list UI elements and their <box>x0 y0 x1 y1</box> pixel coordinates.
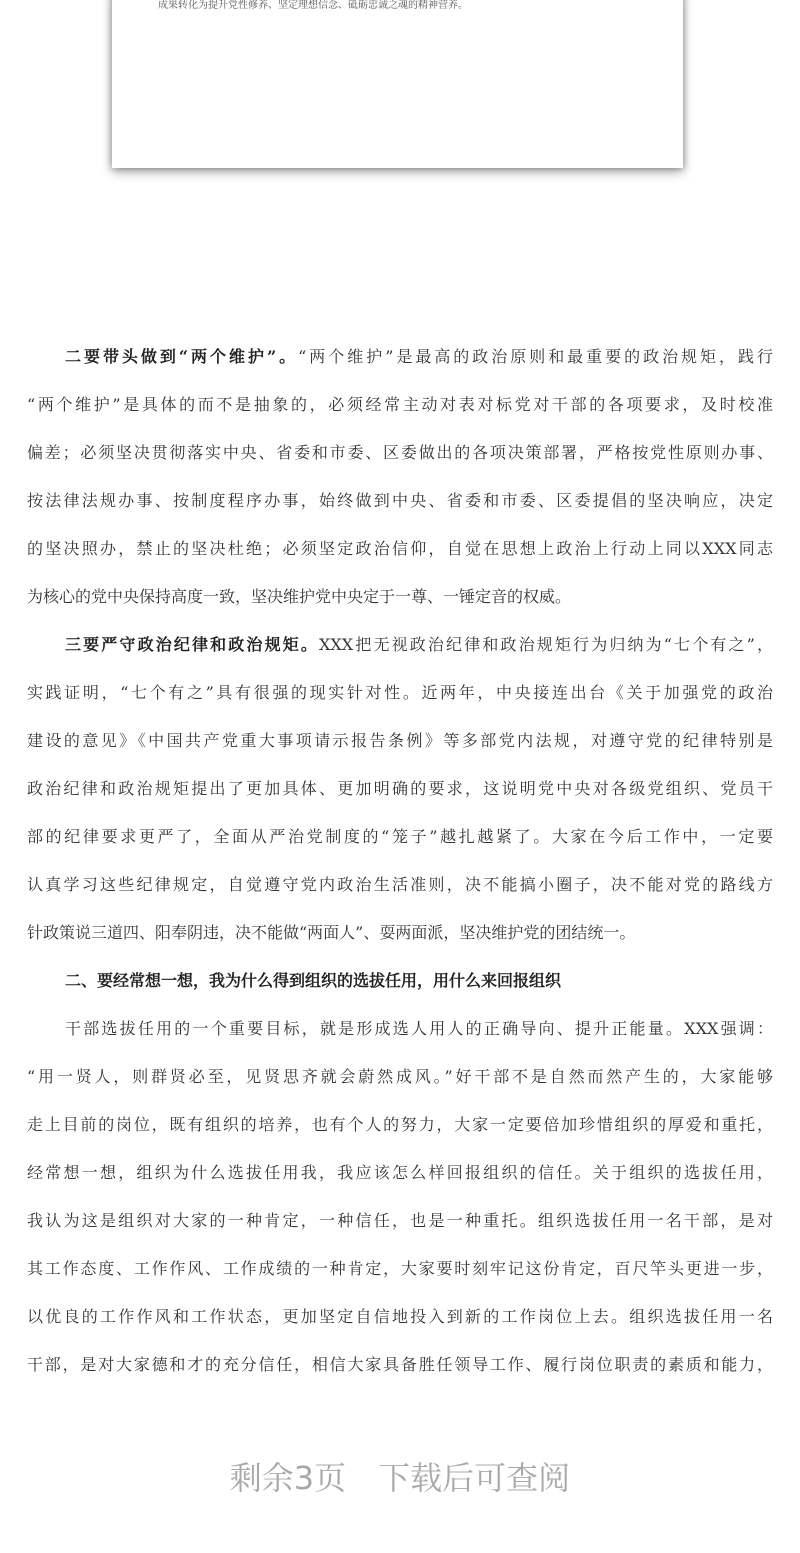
download-prompt[interactable] <box>0 1453 800 1499</box>
text: “两个维护”是最高的政治原则和最重要的政治规矩，践行 <box>298 347 773 366</box>
paragraph-line: 认真学习这些纪律规定，自觉遵守党内政治生活准则，决不能搞小圈子，决不能对党的路线方 <box>27 875 773 894</box>
document-body <box>27 340 773 1396</box>
paragraph-line: 为核心的党中央保持高度一致，坚决维护党中央定于一尊、一锤定音的权威。 <box>27 587 572 606</box>
paragraph-line: 的坚决照办，禁止的坚决杜绝；必须坚定政治信仰，自觉在思想上政治上行动上同以XXX同志 <box>27 539 773 558</box>
text: XXX把无视政治纪律和政治规矩行为归纳为“七个有之”， <box>319 635 773 654</box>
paragraph-line: 针政策说三道四、阳奉阴违，决不能做“两面人”、耍两面派，坚决维护党的团结统一。 <box>27 923 636 942</box>
paragraph-line: 以优良的工作作风和工作状态，更加坚定自信地投入到新的工作岗位上去。组织选拔任用一名 <box>27 1307 773 1326</box>
paragraph-line: 部的纪律要求更严了，全面从严治党制度的“笼子”越扎越紧了。大家在今后工作中，一定要 <box>27 827 773 846</box>
paragraph-line: 走上目前的岗位，既有组织的培养，也有个人的努力，大家一定要倍加珍惜组织的厚爱和重托， <box>27 1115 773 1134</box>
paragraph-line: 按法律法规办事、按制度程序办事，始终做到中央、省委和市委、区委提倡的坚决响应，决定 <box>27 491 773 510</box>
paragraph-line: 其工作态度、工作作风、工作成绩的一种肯定，大家要时刻牢记这份肯定，百尺竿头更进一步， <box>27 1259 773 1278</box>
paragraph-line: 建设的意见》《中国共产党重大事项请示报告条例》等多部党内法规，对遵守党的纪律特别是 <box>27 731 773 750</box>
paragraph-line: 政治纪律和政治规矩提出了更加具体、更加明确的要求，这说明党中央对各级党组织、党员干 <box>27 779 773 798</box>
section-heading: 二、要经常想一想，我为什么得到组织的选拔任用，用什么来回报组织 <box>65 971 562 990</box>
paragraph-line: 干部，是对大家德和才的充分信任，相信大家具备胜任领导工作、履行岗位职责的素质和能力， <box>27 1355 773 1374</box>
paragraph-line: 我认为这是组织对大家的一种肯定，一种信任，也是一种重托。组织选拔任用一名干部，是对 <box>27 1211 773 1230</box>
paragraph-lead: 三要严守政治纪律和政治规矩。 <box>65 635 320 654</box>
remaining-pages-label: 剩余3页 <box>229 1459 347 1497</box>
previous-page-card <box>112 0 683 168</box>
paragraph-line: 实践证明，“七个有之”具有很强的现实针对性。近两年，中央接连出台《关于加强党的政治 <box>27 683 773 702</box>
paragraph-lead: 二要带头做到“两个维护”。 <box>65 347 299 366</box>
paragraph-line <box>27 628 773 676</box>
paragraph-line: “用一贤人，则群贤必至，见贤思齐就会蔚然成风。”好干部不是自然而然产生的，大家能够 <box>27 1067 773 1086</box>
download-to-view-label[interactable]: 下载后可查阅 <box>378 1459 571 1497</box>
paragraph-line: “两个维护”是具体的而不是抽象的，必须经常主动对表对标党对干部的各项要求，及时校准 <box>27 395 773 414</box>
paragraph-line <box>27 340 773 388</box>
paragraph-line: 干部选拔任用的一个重要目标，就是形成选人用人的正确导向、提升正能量。XXX强调： <box>65 1019 773 1038</box>
paragraph-line: 偏差；必须坚决贯彻落实中央、省委和市委、区委做出的各项决策部署，严格按党性原则办事、 <box>27 443 773 462</box>
previous-page-text: 成果转化为提升党性修养、坚定理想信念、砥砺忠诚之魂的精神营养。 <box>158 0 468 11</box>
paragraph-line: 经常想一想，组织为什么选拔任用我，我应该怎么样回报组织的信任。关于组织的选拔任用， <box>27 1163 773 1182</box>
